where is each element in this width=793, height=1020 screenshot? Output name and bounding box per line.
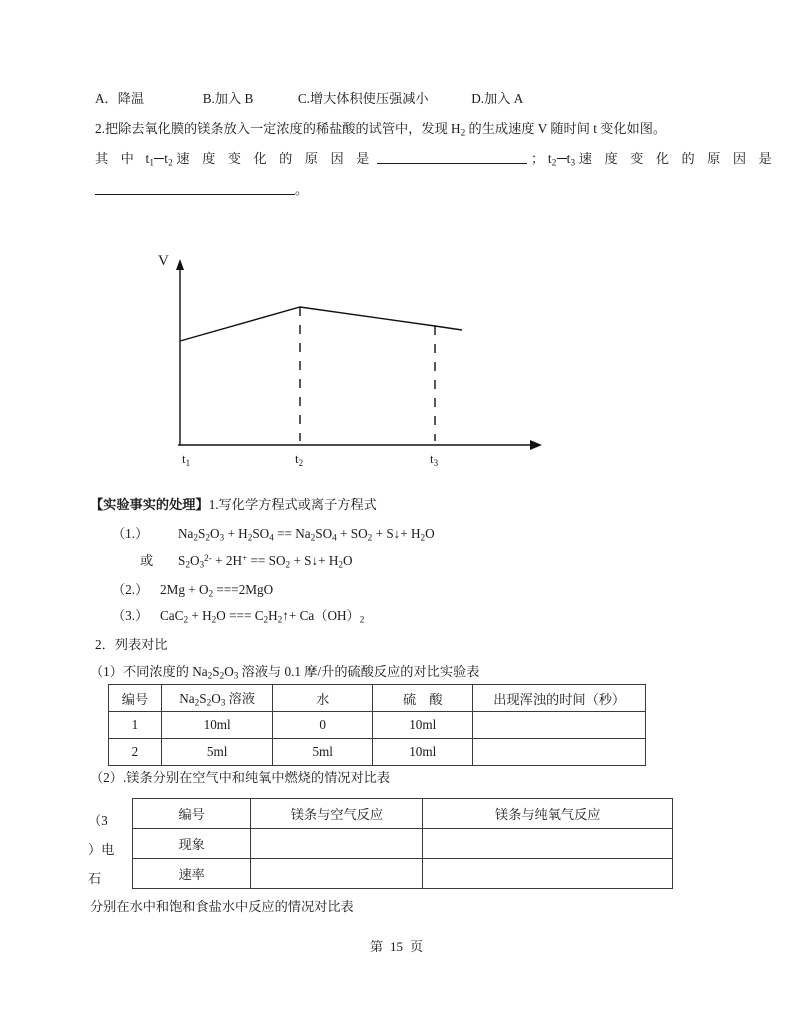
equation-2-label: （2.） [112, 582, 149, 597]
cell-id: 1 [109, 712, 162, 739]
t1-token: $t_1$ [145, 151, 155, 168]
cell-phenomenon-air-blank[interactable] [251, 829, 423, 859]
equation-1-alt-prefix: 或 [140, 553, 154, 568]
cell-acid: 10ml [373, 712, 473, 739]
answer-blank-1[interactable] [377, 163, 527, 164]
equation-3-body: $CaC_2 + H_2O$ === $C_2H_2↑+ Ca(OH)_2$ [160, 608, 365, 625]
table-header-row [133, 799, 673, 829]
cell-rate-label: 速率 [133, 859, 251, 889]
t3-token: $t_3$ [566, 151, 576, 168]
cell-water: 5ml [273, 739, 373, 766]
answer-blank-2[interactable] [95, 194, 295, 195]
option-a[interactable]: A．降温 [95, 91, 145, 106]
range-dash-1 [154, 158, 164, 159]
answer-options-line [95, 89, 523, 108]
th-solution: $Na_2S_2O_3$ 溶液 [161, 685, 272, 712]
t2-token: $t_2$ [164, 151, 173, 168]
cell-solution: 10ml [161, 712, 272, 739]
question-2-line-1 [95, 119, 666, 140]
th-acid: 硫 酸 [373, 685, 473, 712]
margin-note-line-3: 石 [88, 871, 102, 886]
margin-note-item-3 [88, 806, 132, 893]
cell-phenomenon-label: 现象 [133, 829, 251, 859]
cell-rate-air-blank[interactable] [251, 859, 423, 889]
table-2-caption: （2）.镁条分别在空气中和纯氧中燃烧的情况对比表 [90, 770, 391, 785]
experiment-heading-rest: 1.写化学方程式或离子方程式 [208, 497, 377, 512]
x-tick-label-t3: $t_3$ [430, 451, 439, 468]
question-2-text-a: 2.把除去氧化膜的镁条放入一定浓度的稀盐酸的试管中，发现 H [95, 121, 461, 136]
th-id: 编号 [133, 799, 251, 829]
cell-phenomenon-oxygen-blank[interactable] [423, 829, 673, 859]
list-section-heading: 2．列表对比 [95, 637, 168, 652]
table-row [109, 739, 646, 766]
concentration-comparison-table [108, 684, 646, 766]
t2b-token: $t_2$ [547, 151, 557, 168]
cell-id: 2 [109, 739, 162, 766]
page-footer [0, 936, 793, 955]
margin-note-line-2: ）电 [88, 842, 115, 857]
q2-reason-label-2: 速 度 变 化 的 原 因 是 [578, 151, 777, 166]
x-tick-label-t2: $t_2$ [295, 451, 304, 468]
table-3-caption-tail: 分别在水中和饱和食盐水中反应的情况对比表 [90, 899, 354, 914]
cell-water: 0 [273, 712, 373, 739]
table-header-row [109, 685, 646, 712]
x-tick-label-t1: $t_1$ [182, 451, 191, 468]
th-air-reaction: 镁条与空气反应 [251, 799, 423, 829]
equation-3-label: （3.） [112, 608, 149, 623]
equation-2-body: $2Mg + O_2 ===2MgO$ [160, 582, 274, 599]
footer-page-number: 15 [390, 939, 403, 954]
option-d[interactable]: D.加入 A [471, 91, 524, 106]
y-axis-label: V [158, 253, 169, 269]
th-oxygen-reaction: 镁条与纯氧气反应 [423, 799, 673, 829]
chart-svg [150, 245, 570, 475]
option-c[interactable]: C.增大体积使压强减小 [297, 91, 429, 106]
footer-suffix: 页 [410, 939, 424, 954]
question-2-line-3 [95, 180, 308, 199]
y-axis-arrow [176, 259, 184, 270]
th-turbidity-time: 出现浑浊的时间（秒） [473, 685, 646, 712]
q2-semicolon: ； [530, 151, 545, 166]
option-b[interactable]: B.加入 B [202, 91, 254, 106]
cell-rate-oxygen-blank[interactable] [423, 859, 673, 889]
cell-solution: 5ml [161, 739, 272, 766]
q2-reason-label-1: 速 度 变 化 的 原 因 是 [176, 151, 374, 166]
h2-subscript: 2 [460, 127, 466, 138]
experiment-section-heading [90, 495, 377, 514]
q2-period: 。 [295, 182, 309, 197]
margin-note-line-1: （3 [88, 813, 108, 828]
experiment-heading-bracket: 【实验事实的处理】 [90, 497, 209, 512]
range-dash-2 [557, 158, 567, 159]
table-1-caption: （1）不同浓度的 $Na_2S_2O_3$ 溶液与 0.1 摩/升的硫酸反应的对比实验表 [90, 664, 480, 681]
rate-vs-time-chart [150, 245, 570, 475]
equation-1-alt-body: $S_2O_3^{2-} + 2H^+ == SO_2$ + S↓+ $H_2O$ [178, 553, 353, 570]
footer-prefix: 第 [369, 939, 383, 954]
table-row [109, 712, 646, 739]
question-2-line-2 [95, 149, 777, 170]
question-2-text-b: 的生成速度 V 随时间 t 变化如图。 [465, 121, 667, 136]
equation-1-body: $Na_2S_2O_3 + H_2SO_4 == Na_2SO_4 + SO_2$ + S↓+ $H_2O$ [178, 526, 435, 543]
equation-1-label: （1.） [112, 526, 149, 541]
rate-curve [180, 307, 462, 341]
q2-prefix: 其 中 [95, 151, 139, 166]
table-row [133, 859, 673, 889]
cell-acid: 10ml [373, 739, 473, 766]
cell-time-blank[interactable] [473, 739, 646, 766]
x-axis-arrow [530, 440, 542, 450]
th-id: 编号 [109, 685, 162, 712]
th-water: 水 [273, 685, 373, 712]
magnesium-burning-comparison-table [132, 798, 673, 889]
cell-time-blank[interactable] [473, 712, 646, 739]
table-row [133, 829, 673, 859]
